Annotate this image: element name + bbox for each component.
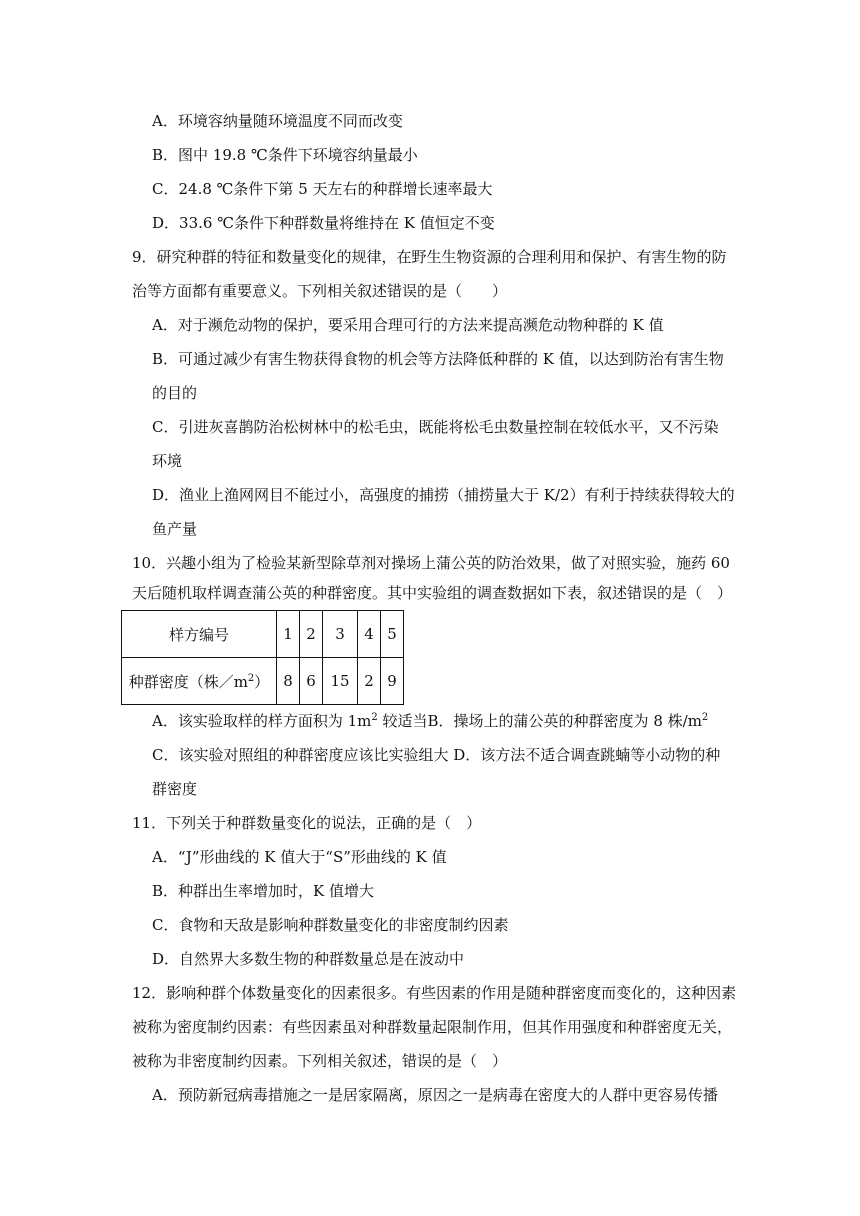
q12-stem-line-1: 12．影响种群个体数量变化的因素很多。有些因素的作用是随种群密度而变化的，这种因素: [132, 984, 737, 1002]
q9-option-b-line-2: 的目的: [152, 384, 198, 402]
q11-option-d: D．自然界大多数生物的种群数量总是在波动中: [152, 950, 465, 968]
table-row: [122, 611, 404, 658]
q8-option-c: C．24.8 ℃条件下第 5 天左右的种群增长速率最大: [152, 180, 493, 198]
table-cell: 5: [381, 611, 404, 658]
q8-option-a: A．环境容纳量随环境温度不同而改变: [152, 112, 403, 130]
q8-option-b: B．图中 19.8 ℃条件下环境容纳量最小: [152, 146, 418, 164]
q12-option-a: A．预防新冠病毒措施之一是居家隔离，原因之一是病毒在密度大的人群中更容易传播: [152, 1086, 718, 1104]
q9-option-d-line-1: D．渔业上渔网网目不能过小，高强度的捕捞（捕捞量大于 K/2）有利于持续获得较大的: [152, 486, 735, 504]
q9-option-b-line-1: B．可通过减少有害生物获得食物的机会等方法降低种群的 K 值，以达到防治有害生物: [152, 350, 724, 368]
table-cell: 1: [277, 611, 300, 658]
q9-stem-line-2: 治等方面都有重要意义。下列相关叙述错误的是（ ）: [132, 282, 508, 300]
q11-stem: 11．下列关于种群数量变化的说法，正确的是（ ）: [132, 814, 482, 832]
q9-option-a: A．对于濒危动物的保护，要采用合理可行的方法来提高濒危动物种群的 K 值: [152, 316, 664, 334]
sample-density-table: [121, 610, 404, 705]
q9-option-c-line-1: C．引进灰喜鹊防治松树林中的松毛虫，既能将松毛虫数量控制在较低水平，又不污染: [152, 418, 719, 436]
q10-stem-line-2: 天后随机取样调查蒲公英的种群密度。其中实验组的调查数据如下表，叙述错误的是（ ）: [132, 584, 733, 602]
table-cell: 8: [277, 658, 300, 705]
q10-options-c-d-line-1: C．该实验对照组的种群密度应该比实验组大 D．该方法不适合调查跳蝻等小动物的种: [152, 746, 721, 764]
table-row: [122, 658, 404, 705]
table-cell: 6: [300, 658, 323, 705]
table-cell: 3: [323, 611, 358, 658]
q11-option-c: C．食物和天敌是影响种群数量变化的非密度制约因素: [152, 916, 509, 934]
q9-option-d-line-2: 鱼产量: [152, 520, 198, 538]
q9-option-c-line-2: 环境: [152, 452, 183, 470]
q8-option-d: D．33.6 ℃条件下种群数量将维持在 K 值恒定不变: [152, 214, 495, 232]
table-header-sample-number: 样方编号: [122, 611, 277, 658]
q11-option-a: A．“J”形曲线的 K 值大于“S”形曲线的 K 值: [152, 848, 447, 866]
q12-stem-line-2: 被称为密度制约因素：有些因素虽对种群数量起限制作用，但其作用强度和种群密度无关，: [132, 1018, 733, 1036]
q9-stem-line-1: 9．研究种群的特征和数量变化的规律，在野生生物资源的合理利用和保护、有害生物的防: [132, 248, 727, 266]
table-cell: 2: [358, 658, 381, 705]
table-cell: 15: [323, 658, 358, 705]
table-cell: 9: [381, 658, 404, 705]
table-header-population-density: 种群密度（株$/m^2$）: [122, 658, 277, 705]
q10-options-c-d-line-2: 群密度: [152, 780, 198, 798]
table-cell: 2: [300, 611, 323, 658]
q10-options-a-b: A．该实验取样的样方面积为 $1m^2$ 较适当B．操场上的蒲公英的种群密度为 8 株$/m^2$: [152, 712, 709, 730]
q12-stem-line-3: 被称为非密度制约因素。下列相关叙述，错误的是（ ）: [132, 1052, 508, 1070]
q11-option-b: B．种群出生率增加时，K 值增大: [152, 882, 374, 900]
table-cell: 4: [358, 611, 381, 658]
q10-stem-line-1: 10．兴趣小组为了检验某新型除草剂对操场上蒲公英的防治效果，做了对照实验，施药 60: [132, 554, 730, 572]
